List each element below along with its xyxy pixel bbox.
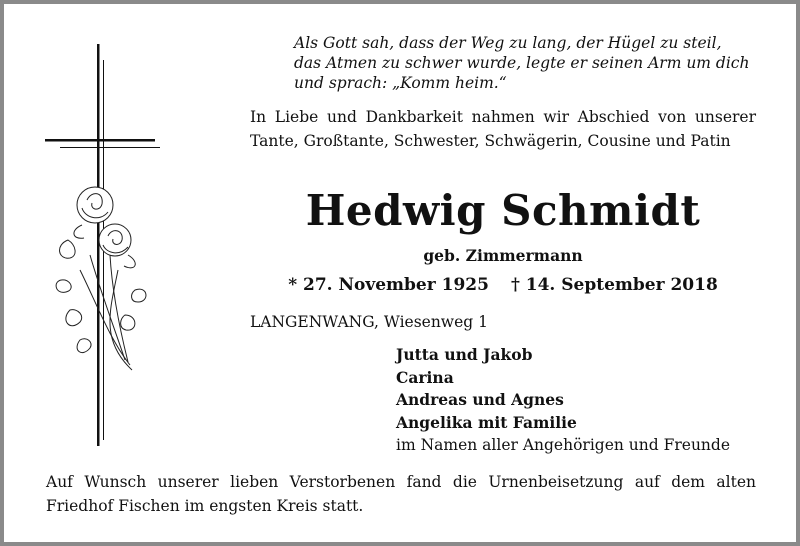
birth-name: geb. Zimmermann <box>423 246 583 265</box>
roses-icon <box>56 187 146 370</box>
birth-date: * 27. November 1925 <box>288 275 489 295</box>
intro-text: In Liebe und Dankbarkeit nahmen wir Abschied von unserer Tante, Großtante, Schwester, Schwägerin, Cousine und Patin <box>250 108 756 150</box>
deceased-name: Hedwig Schmidt <box>305 186 701 235</box>
mourners-footer: im Namen aller Angehörigen und Freunde <box>396 436 730 454</box>
mourner-name: Andreas und Agnes <box>396 390 564 409</box>
life-dates <box>250 272 756 298</box>
memorial-poem <box>294 33 774 93</box>
poem-line: das Atmen zu schwer wurde, legte er seinen Arm um dich <box>294 54 750 72</box>
mourner-name: Carina <box>396 367 454 387</box>
mourners-list <box>396 344 776 457</box>
cross-with-roses-illustration <box>40 40 170 450</box>
poem-line: Als Gott sah, dass der Weg zu lang, der Hügel zu steil, <box>294 34 722 52</box>
poem-line: und sprach: „Komm heim.“ <box>294 74 507 92</box>
mourner-name: Jutta und Jakob <box>396 345 533 364</box>
address-line: LANGENWANG, Wiesenweg 1 <box>250 313 488 331</box>
mourner-name: Angelika mit Familie <box>396 412 577 432</box>
death-date: † 14. September 2018 <box>510 275 718 295</box>
closing-note: Auf Wunsch unserer lieben Verstorbenen fand die Urnenbeisetzung auf dem alten Friedhof Fischen im engsten Kreis statt. <box>46 473 756 515</box>
